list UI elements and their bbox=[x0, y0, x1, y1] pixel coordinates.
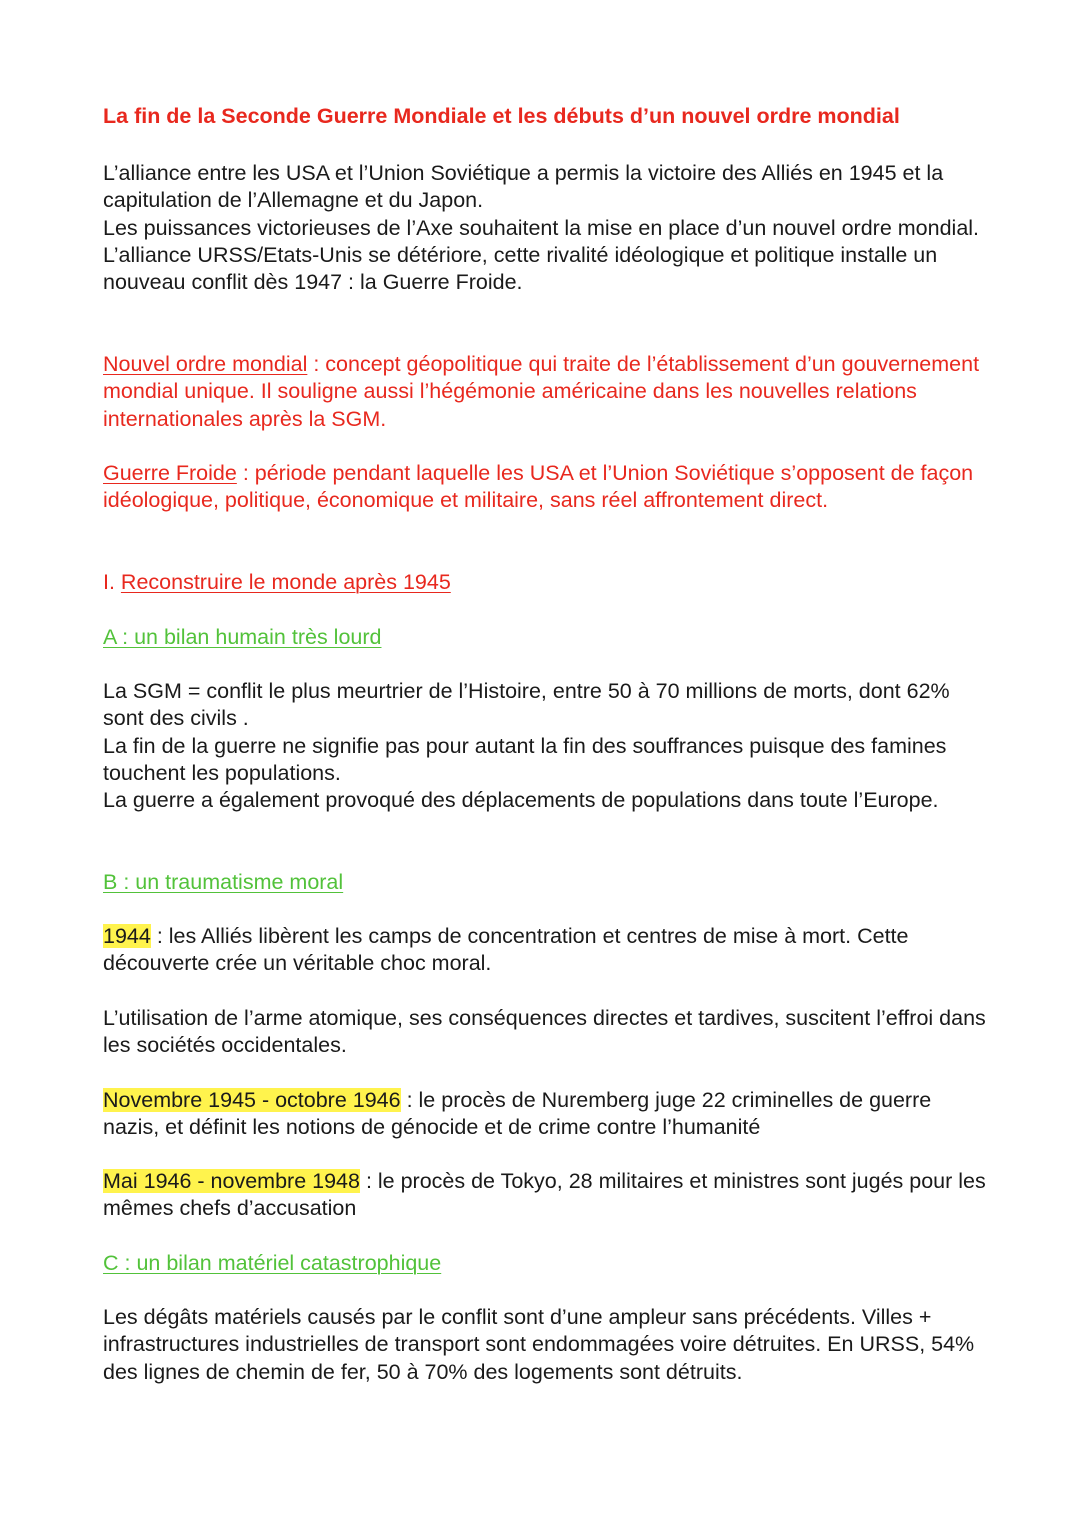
paragraph: La guerre a également provoqué des déplacements de populations dans toute l’Europe. bbox=[103, 788, 939, 813]
intro-paragraph: Les puissances victorieuses de l’Axe souhaitent la mise en place d’un nouvel ordre mondial. bbox=[103, 215, 980, 240]
intro-paragraph: L’alliance URSS/Etats-Unis se détériore, cette rivalité idéologique et politique installe un nouveau conflit dès 1947 : la Guerre Froide. bbox=[103, 242, 938, 295]
intro bbox=[103, 160, 990, 296]
intro-paragraph: L’alliance entre les USA et l’Union Soviétique a permis la victoire des Alliés en 1945 et la capitulation de l’Allemagne et du Japon. bbox=[103, 161, 944, 213]
page-title: La fin de la Seconde Guerre Mondiale et les débuts d’un nouvel ordre mondial bbox=[103, 104, 900, 128]
subheading-c: C : un bilan matériel catastrophique bbox=[103, 1251, 442, 1275]
subheading-b: B : un traumatisme moral bbox=[103, 870, 344, 894]
highlighted-date: Novembre 1945 - octobre 1946 bbox=[103, 1088, 401, 1112]
section-c-body: Les dégâts matériels causés par le conflit sont d’une ampleur sans précédents. Villes + infrastructures industrielles de transport sont endommagées voire détruites. En URSS, 54% des lignes de chemin de fer, 50 à 70% des logements sont détruits. bbox=[103, 1305, 975, 1384]
definition-term: Guerre Froide bbox=[103, 461, 237, 485]
section-heading-1-title: Reconstruire le monde après 1945 bbox=[120, 570, 451, 594]
definition-text: : concept géopolitique qui traite de l’établissement d’un gouvernement mondial unique. Il souligne aussi l’hégémonie américaine dans les nouvelles relations internationales après la SGM. bbox=[103, 352, 980, 431]
definition-text: : période pendant laquelle les USA et l’Union Soviétique s’opposent de façon idéologique, politique, économique et militaire, sans réel affrontement direct. bbox=[103, 461, 974, 513]
highlighted-date: 1944 bbox=[103, 924, 151, 948]
event-tokyo: Mai 1946 - novembre 1948 : le procès de Tokyo, 28 militaires et ministres sont jugés pour les mêmes chefs d’accusation bbox=[103, 1169, 986, 1221]
event-nuremberg: Novembre 1945 - octobre 1946 : le procès de Nuremberg juge 22 criminelles de guerre nazis, et définit les notions de génocide et de crime contre l’humanité bbox=[103, 1088, 932, 1140]
definition-guerre-froide bbox=[103, 460, 990, 515]
subheading-a: A : un bilan humain très lourd bbox=[103, 625, 382, 649]
definition-nouvel-ordre bbox=[103, 351, 990, 433]
definition-term: Nouvel ordre mondial bbox=[103, 352, 308, 376]
paragraph-atomic: L’utilisation de l’arme atomique, ses conséquences directes et tardives, suscitent l’effroi dans les sociétés occidentales. bbox=[103, 1006, 986, 1058]
highlighted-date: Mai 1946 - novembre 1948 bbox=[103, 1169, 360, 1193]
section-heading-1: I. Reconstruire le monde après 1945 bbox=[103, 570, 451, 594]
paragraph: La SGM = conflit le plus meurtrier de l’Histoire, entre 50 à 70 millions de morts, dont 62% sont des civils . bbox=[103, 679, 950, 731]
section-a-body bbox=[103, 678, 990, 814]
event-1944: 1944 : les Alliés libèrent les camps de concentration et centres de mise à mort. Cette découverte crée un véritable choc moral. bbox=[103, 924, 909, 976]
paragraph: La fin de la guerre ne signifie pas pour autant la fin des souffrances puisque des famines touchent les populations. bbox=[103, 733, 947, 785]
